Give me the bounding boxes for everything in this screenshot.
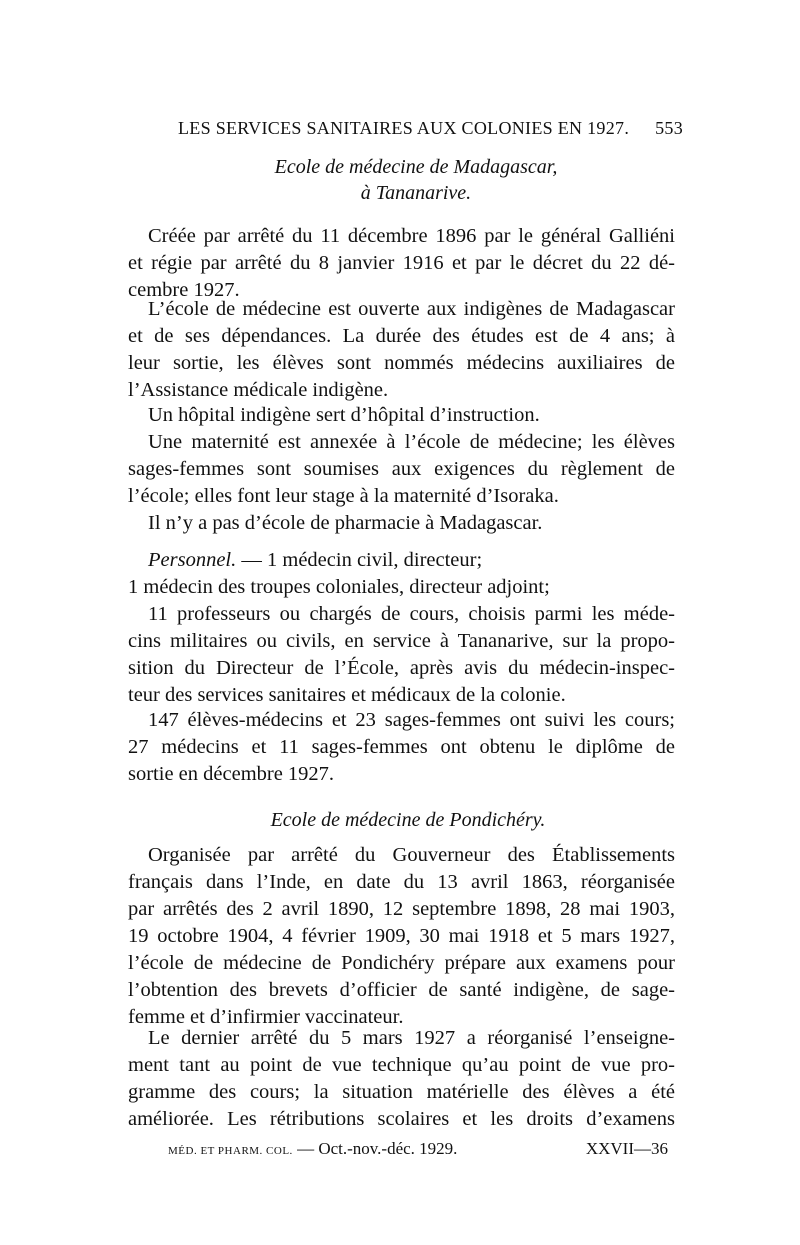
text-line: 147 élèves-médecins et 23 sages-femmes ont suivi les cours; (148, 709, 675, 731)
text-line: l’école de médecine de Pondichéry prépare aux examens pour (128, 952, 675, 974)
signature-mark: XXVII—36 (585, 1139, 668, 1158)
paragraph-maternity (128, 429, 675, 510)
text-line: l’Assistance médicale indigène. (128, 379, 389, 401)
text-line: 11 professeurs ou chargés de cours, choisis parmi les méde- (148, 603, 675, 625)
text-line: 19 octobre 1904, 4 février 1909, 30 mai 1918 et 5 mars 1927, (128, 925, 675, 947)
text-line: gramme des cours; la situation matérielle des élèves a été (128, 1081, 675, 1103)
text-line: cembre 1927. (128, 279, 240, 301)
paragraph-admission (128, 296, 675, 404)
footer-source (168, 1139, 457, 1159)
text-line: par arrêtés des 2 avril 1890, 12 septembre 1898, 28 mai 1903, (128, 898, 675, 920)
text-line: L’école de médecine est ouverte aux indigènes de Madagascar (148, 298, 675, 320)
text-line: teur des services sanitaires et médicaux de la colonie. (128, 684, 566, 706)
text-line: 1 médecin des troupes coloniales, directeur adjoint; (128, 576, 550, 598)
text-line: l’école; elles font leur stage à la maternité d’Isoraka. (128, 485, 559, 507)
paragraph-reorganisation (128, 1025, 675, 1133)
text-line: sortie en décembre 1927. (128, 763, 335, 785)
running-head-title: LES SERVICES SANITAIRES AUX COLONIES EN 1927. (178, 118, 630, 138)
paragraph-pharmacy (128, 510, 675, 537)
text-line: et de ses dépendances. La durée des études est de 4 ans; à (128, 325, 675, 347)
text-line: Il n’y a pas d’école de pharmacie à Madagascar. (148, 512, 543, 534)
paragraph-creation (128, 223, 675, 304)
text-line: et régie par arrêté du 8 janvier 1916 et par le décret du 22 dé- (128, 252, 675, 274)
text-line: Une maternité est annexée à l’école de médecine; les élèves (148, 431, 675, 453)
paragraph-organisation (128, 842, 675, 1031)
paragraph-hospital (128, 402, 675, 429)
page-number: 553 (655, 118, 683, 138)
text-line: Le dernier arrêté du 5 mars 1927 a réorganisé l’enseigne- (148, 1027, 675, 1049)
heading-line: Ecole de médecine de Pondichéry. (270, 809, 546, 831)
text-line: 27 médecins et 11 sages-femmes ont obtenu le diplôme de (128, 736, 675, 758)
text-line: Un hôpital indigène sert d’hôpital d’instruction. (148, 404, 540, 426)
text-line: français dans l’Inde, en date du 13 avril 1863, réorganisée (128, 871, 675, 893)
text-line: cins militaires ou civils, en service à Tananarive, sur la propo- (128, 630, 675, 652)
section-heading-pondichery (8, 807, 800, 833)
paragraph-results (128, 707, 675, 788)
personnel-label: Personnel. (148, 549, 237, 571)
text-line: améliorée. Les rétributions scolaires et les droits d’examens (128, 1108, 675, 1130)
personnel-first-line: — 1 médecin civil, directeur; (236, 549, 483, 571)
text-line: Organisée par arrêté du Gouverneur des Établissements (148, 844, 675, 866)
text-line: Créée par arrêté du 11 décembre 1896 par le général Galliéni (148, 225, 675, 247)
text-line: sages-femmes sont soumises aux exigences du règlement de (128, 458, 675, 480)
text-line: leur sortie, les élèves sont nommés médecins auxiliaires de (128, 352, 675, 374)
heading-line: à Tananarive. (360, 182, 472, 204)
text-line: l’obtention des brevets d’officier de santé indigène, de sage- (128, 979, 675, 1001)
heading-line: Ecole de médecine de Madagascar, (274, 156, 558, 178)
text-line: femme et d’infirmier vaccinateur. (128, 1006, 404, 1028)
paragraph-personnel (128, 547, 675, 709)
text-line (128, 547, 675, 574)
section-heading-madagascar (16, 154, 800, 206)
text-line: ment tant au point de vue technique qu’au point de vue pro- (128, 1054, 675, 1076)
journal-abbreviation: MÉD. ET PHARM. COL. (168, 1145, 293, 1157)
text-line: sition du Directeur de l’École, après avis du médecin-inspec- (128, 657, 675, 679)
journal-date: — Oct.-nov.-déc. 1929. (292, 1139, 458, 1158)
